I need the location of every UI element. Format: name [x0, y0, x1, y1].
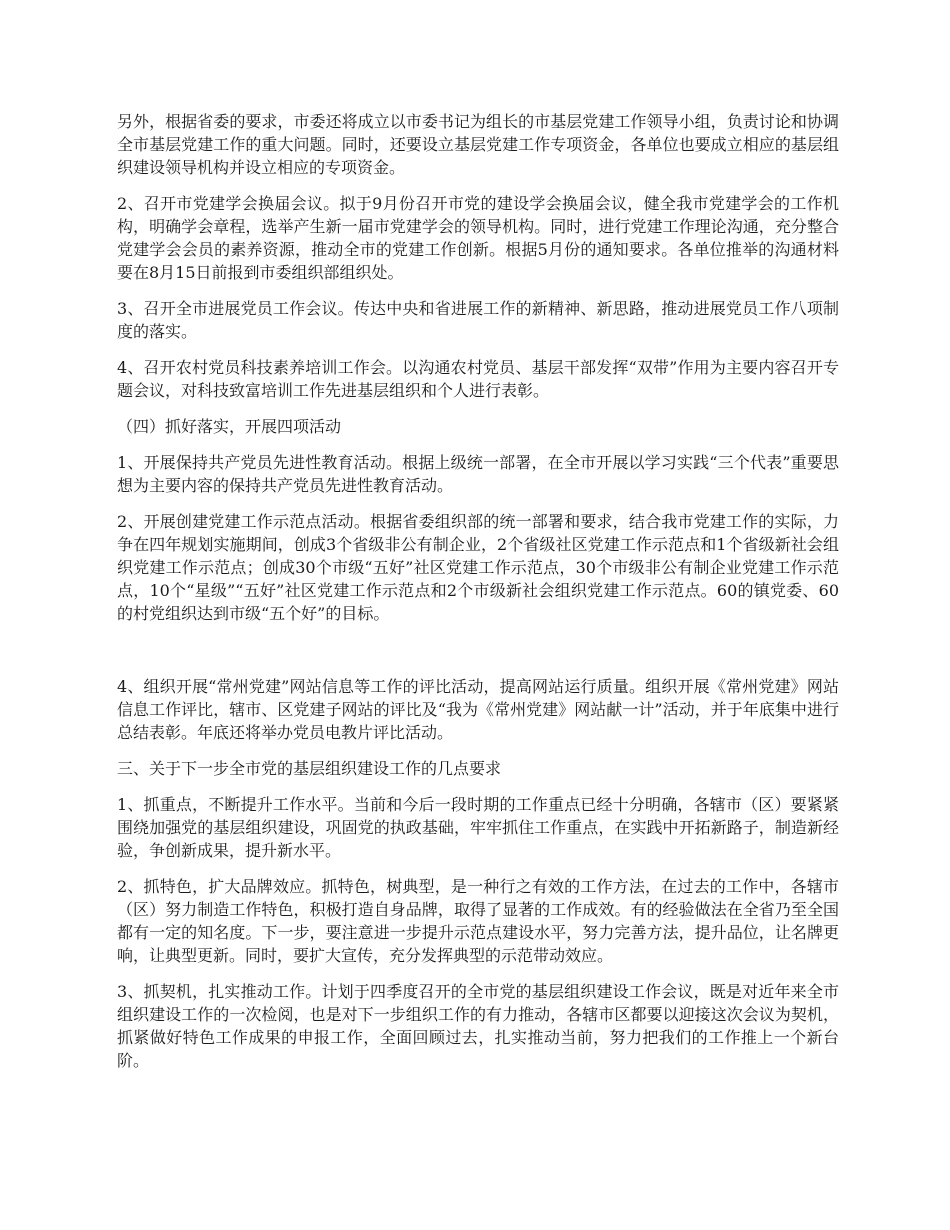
paragraph-activity-1-education: 1、开展保持共产党员先进性教育活动。根据上级统一部署，在全市开展以学习实践“三个代表”重要思想为主要内容的保持共产党员先进性教育活动。: [117, 453, 839, 495]
paragraph-req-1-focus: 1、抓重点，不断提升工作水平。当前和今后一段时期的工作重点已经十分明确，各辖市（区）要紧紧围绕加强党的基层组织建设，巩固党的执政基础，牢牢抓住工作重点，在实践中开拓新路子，制造新经验，争创新成果，提升新水平。: [117, 795, 839, 860]
document-body: [117, 110, 839, 1085]
paragraph-req-3-opportunity: 3、抓契机，扎实推动工作。计划于四季度召开的全市党的基层组织建设工作会议，既是对近年来全市组织建设工作的一次检阅，也是对下一步组织工作的有力推动，各辖市区都要以迎接这次会议为契机，抓紧做好特色工作成果的申报工作，全面回顾过去，扎实推动当前，努力把我们的工作推上一个新台阶。: [117, 982, 839, 1070]
section-heading-four-activities: （四）抓好落实，开展四项活动: [117, 417, 342, 436]
paragraph-item-2-party-society: 2、召开市党建学会换届会议。拟于9月份召开市党的建设学会换届会议，健全我市党建学会的工作机构，明确学会章程，选举产生新一届市党建学会的领导机构。同时，进行党建工作理论沟通，充分整合党建学会会员的素养资源，推动全市的党建工作创新。根据5月份的通知要求。各单位推举的沟通材料要在8月15日前报到市委组织部组织处。: [117, 194, 839, 282]
paragraph-activity-2-demonstration: 2、开展创建党建工作示范点活动。根据省委组织部的统一部署和要求，结合我市党建工作的实际，力争在四年规划实施期间，创成3个省级非公有制企业，2个省级社区党建工作示范点和1个省级新社会组织党建工作示范点；创成30个市级“五好”社区党建工作示范点，30个市级非公有制企业党建工作示范点，10个“星级”“五好”社区党建工作示范点和2个市级新社会组织党建工作示范点。60的镇党委、60的村党组织达到市级“五个好”的目标。: [117, 512, 839, 623]
paragraph-activity-4-website: 4、组织开展“常州党建”网站信息等工作的评比活动，提高网站运行质量。组织开展《常州党建》网站信息工作评比，辖市、区党建子网站的评比及“我为《常州党建》网站献一计”活动，并于年底集中进行总结表彰。年底还将举办党员电教片评比活动。: [117, 677, 839, 742]
blank-gap: [117, 638, 839, 675]
paragraph-item-4-rural-training: 4、召开农村党员科技素养培训工作会。以沟通农村党员、基层干部发挥“双带”作用为主要内容召开专题会议，对科技致富培训工作先进基层组织和个人进行表彰。: [117, 358, 839, 400]
paragraph-item-3-member-work-meeting: 3、召开全市进展党员工作会议。传达中央和省进展工作的新精神、新思路，推动进展党员工作八项制度的落实。: [117, 299, 839, 341]
paragraph-req-2-features: 2、抓特色，扩大品牌效应。抓特色，树典型，是一种行之有效的工作方法，在过去的工作中，各辖市（区）努力制造工作特色，积极打造自身品牌，取得了显著的工作成效。有的经验做法在全省乃至全国都有一定的知名度。下一步，要注意进一步提升示范点建设水平，努力完善方法，提升品位，让名牌更响，让典型更新。同时，要扩大宣传，充分发挥典型的示范带动效应。: [117, 877, 839, 965]
section-heading-requirements: 三、关于下一步全市党的基层组织建设工作的几点要求: [117, 759, 502, 778]
paragraph-intro-leadership-group: 另外，根据省委的要求，市委还将成立以市委书记为组长的市基层党建工作领导小组，负责讨论和协调全市基层党建工作的重大问题。同时，还要设立基层党建工作专项资金，各单位也要成立相应的基层组织建设领导机构并设立相应的专项资金。: [117, 112, 839, 177]
